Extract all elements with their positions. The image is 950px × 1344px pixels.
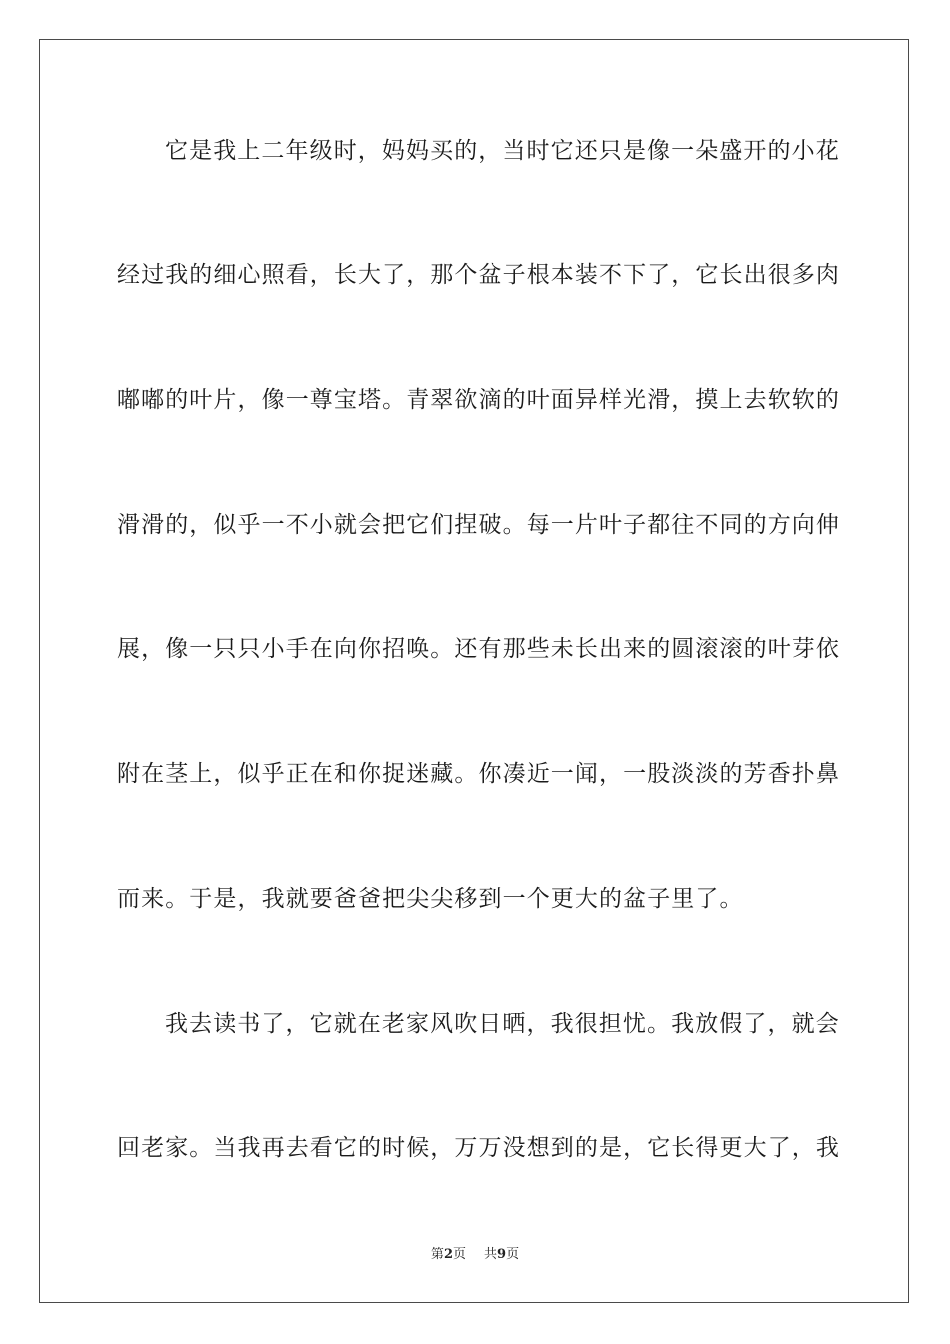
- page-border: [39, 39, 909, 1303]
- text-line-6: 附在茎上，似乎正在和你捉迷藏。你凑近一闻，一股淡淡的芳香扑鼻: [117, 761, 840, 787]
- total-pages: 9: [497, 1247, 507, 1262]
- page-suffix: 页: [452, 1247, 466, 1262]
- text-line-1: 它是我上二年级时，妈妈买的，当时它还只是像一朵盛开的小花: [165, 138, 840, 164]
- text-line-5: 展，像一只只小手在向你招唤。还有那些未长出来的圆滚滚的叶芽依: [117, 636, 840, 662]
- text-line-2: 经过我的细心照看，长大了，那个盆子根本装不下了，它长出很多肉: [117, 262, 840, 288]
- total-prefix: 共: [484, 1247, 498, 1262]
- page-number: 2: [443, 1247, 453, 1262]
- text-line-8: 我去读书了，它就在老家风吹日晒，我很担忧。我放假了，就会: [165, 1011, 840, 1037]
- text-line-7: 而来。于是，我就要爸爸把尖尖移到一个更大的盆子里了。: [117, 886, 744, 912]
- text-line-9: 回老家。当我再去看它的时候，万万没想到的是，它长得更大了，我: [117, 1135, 840, 1161]
- total-suffix: 页: [506, 1247, 520, 1262]
- text-line-4: 滑滑的，似乎一不小就会把它们捏破。每一片叶子都往不同的方向伸: [117, 512, 840, 538]
- text-line-3: 嘟嘟的叶片，像一尊宝塔。青翠欲滴的叶面异样光滑，摸上去软软的: [117, 387, 840, 413]
- page-prefix: 第: [430, 1247, 444, 1262]
- page-footer: [0, 1246, 950, 1264]
